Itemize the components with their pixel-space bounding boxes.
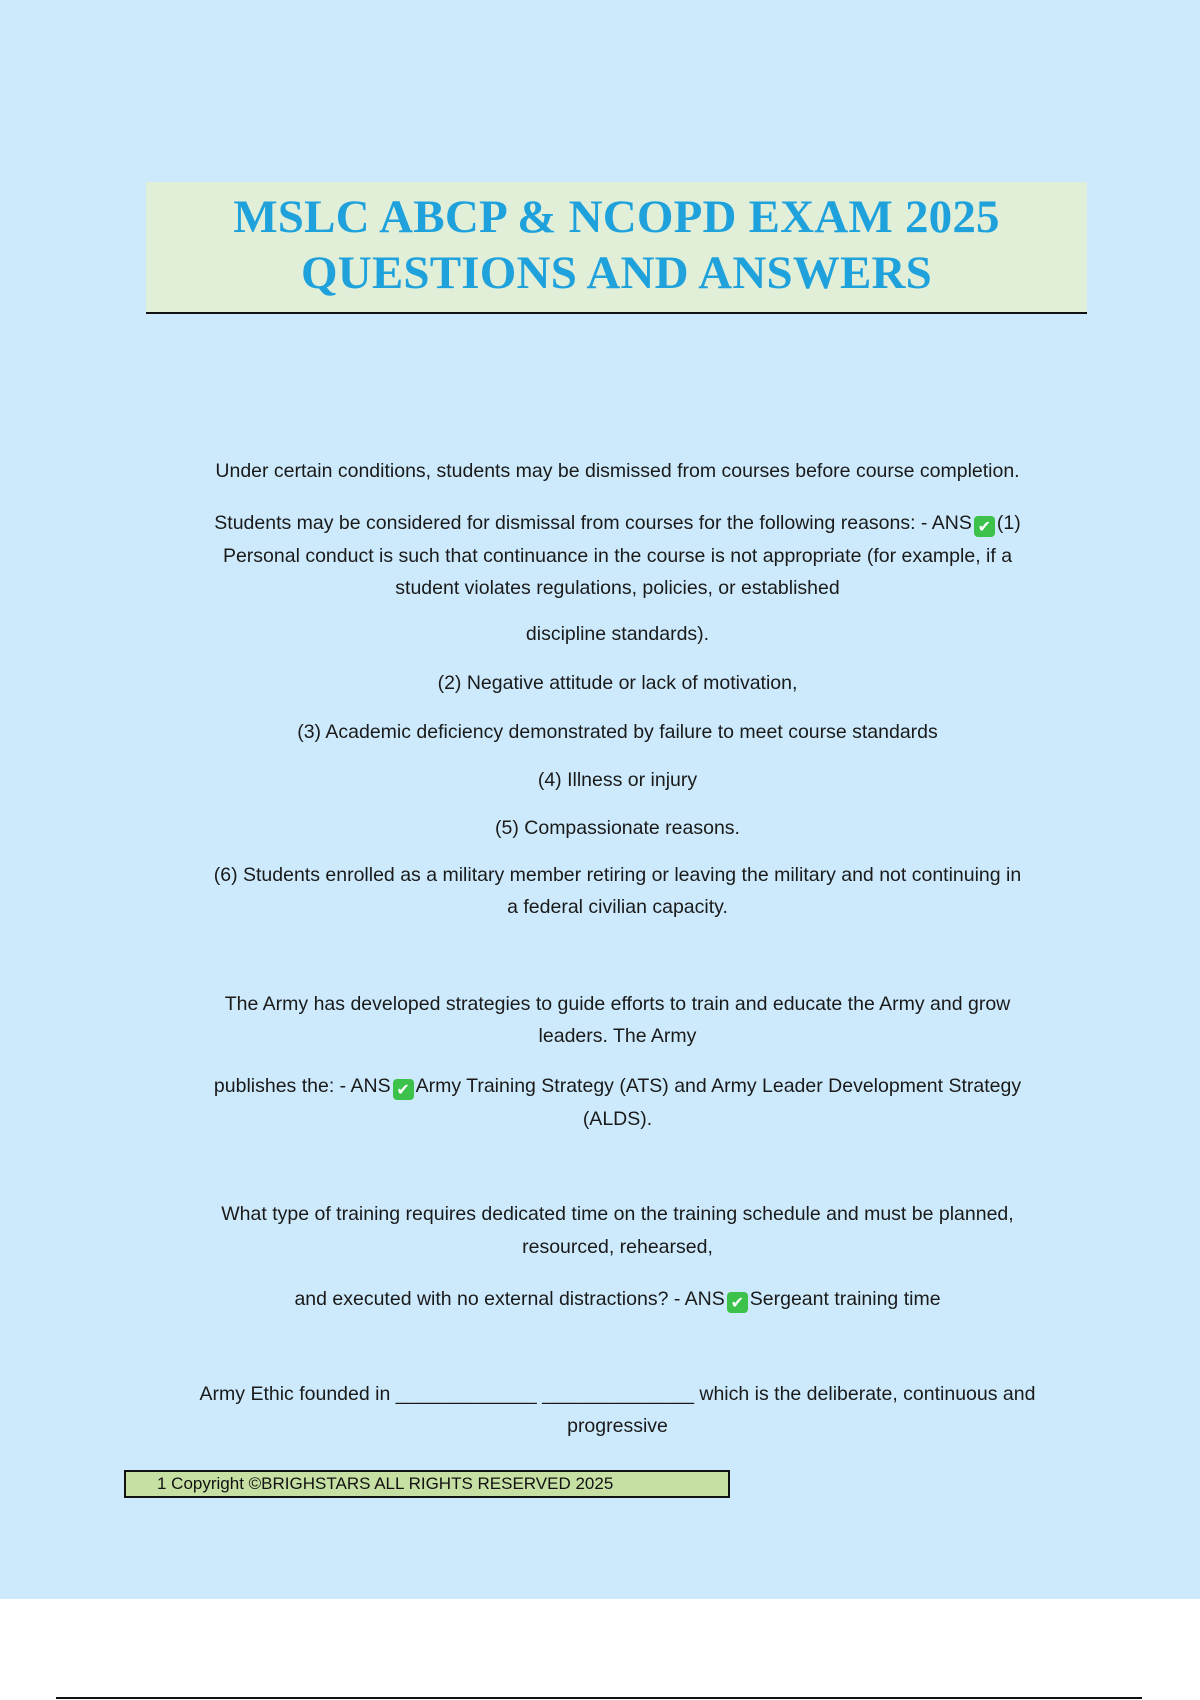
- q1-question: Students may be considered for dismissal from courses for the following reasons: - ANS: [214, 512, 972, 534]
- q1-item-6-line-2: a federal civilian capacity.: [507, 896, 728, 918]
- q2-line-3: [130, 1070, 1105, 1102]
- q2-question-end: publishes the: - ANS: [213, 1075, 391, 1097]
- q2-line-2: leaders. The Army: [538, 1025, 697, 1047]
- q1-line-2: Personal conduct is such that continuance in the course is not appropriate (for example, if a: [222, 545, 1013, 567]
- q1-item-4: (4) Illness or injury: [537, 769, 698, 791]
- q1-answer-start: (1): [996, 512, 1021, 534]
- q1-line-4: discipline standards).: [525, 623, 710, 645]
- bottom-divider: [56, 1697, 1142, 1699]
- q1-item-5: (5) Compassionate reasons.: [495, 817, 740, 839]
- title-line-1: MSLC ABCP & NCOPD EXAM 2025: [233, 191, 1000, 243]
- q3-question-end: and executed with no external distractions? - ANS: [294, 1288, 725, 1310]
- q1-item-6-line-1: (6) Students enrolled as a military member retiring or leaving the military and not continuing in: [213, 864, 1022, 886]
- q2-line-1: The Army has developed strategies to guide efforts to train and educate the Army and grow: [224, 993, 1011, 1015]
- copyright-footer: 1 Copyright ©BRIGHSTARS ALL RIGHTS RESERVED 2025: [124, 1470, 730, 1498]
- q1-item-2: (2) Negative attitude or lack of motivation,: [437, 672, 798, 694]
- check-icon: ✔: [393, 1079, 414, 1100]
- title-line-2: QUESTIONS AND ANSWERS: [300, 247, 933, 299]
- q1-line-3: student violates regulations, policies, or established: [395, 577, 840, 599]
- q4-line-1: Army Ethic founded in _____________ ______________ which is the deliberate, continuous and: [199, 1383, 1036, 1405]
- q3-line-2: resourced, rehearsed,: [522, 1236, 713, 1258]
- q4-line-2: progressive: [567, 1415, 668, 1437]
- q2-line-4: (ALDS).: [582, 1108, 653, 1130]
- q1-item-3: (3) Academic deficiency demonstrated by failure to meet course standards: [297, 721, 938, 743]
- q2-answer: Army Training Strategy (ATS) and Army Leader Development Strategy: [415, 1075, 1022, 1097]
- q3-line-1: What type of training requires dedicated time on the training schedule and must be planned,: [221, 1203, 1014, 1225]
- q3-line-3: [130, 1283, 1105, 1315]
- check-icon: ✔: [974, 516, 995, 537]
- check-icon: ✔: [727, 1292, 748, 1313]
- title-banner: [146, 182, 1087, 314]
- q1-line-1: [130, 507, 1105, 539]
- q3-answer: Sergeant training time: [749, 1288, 941, 1310]
- intro-text: Under certain conditions, students may be dismissed from courses before course completion.: [215, 460, 1020, 482]
